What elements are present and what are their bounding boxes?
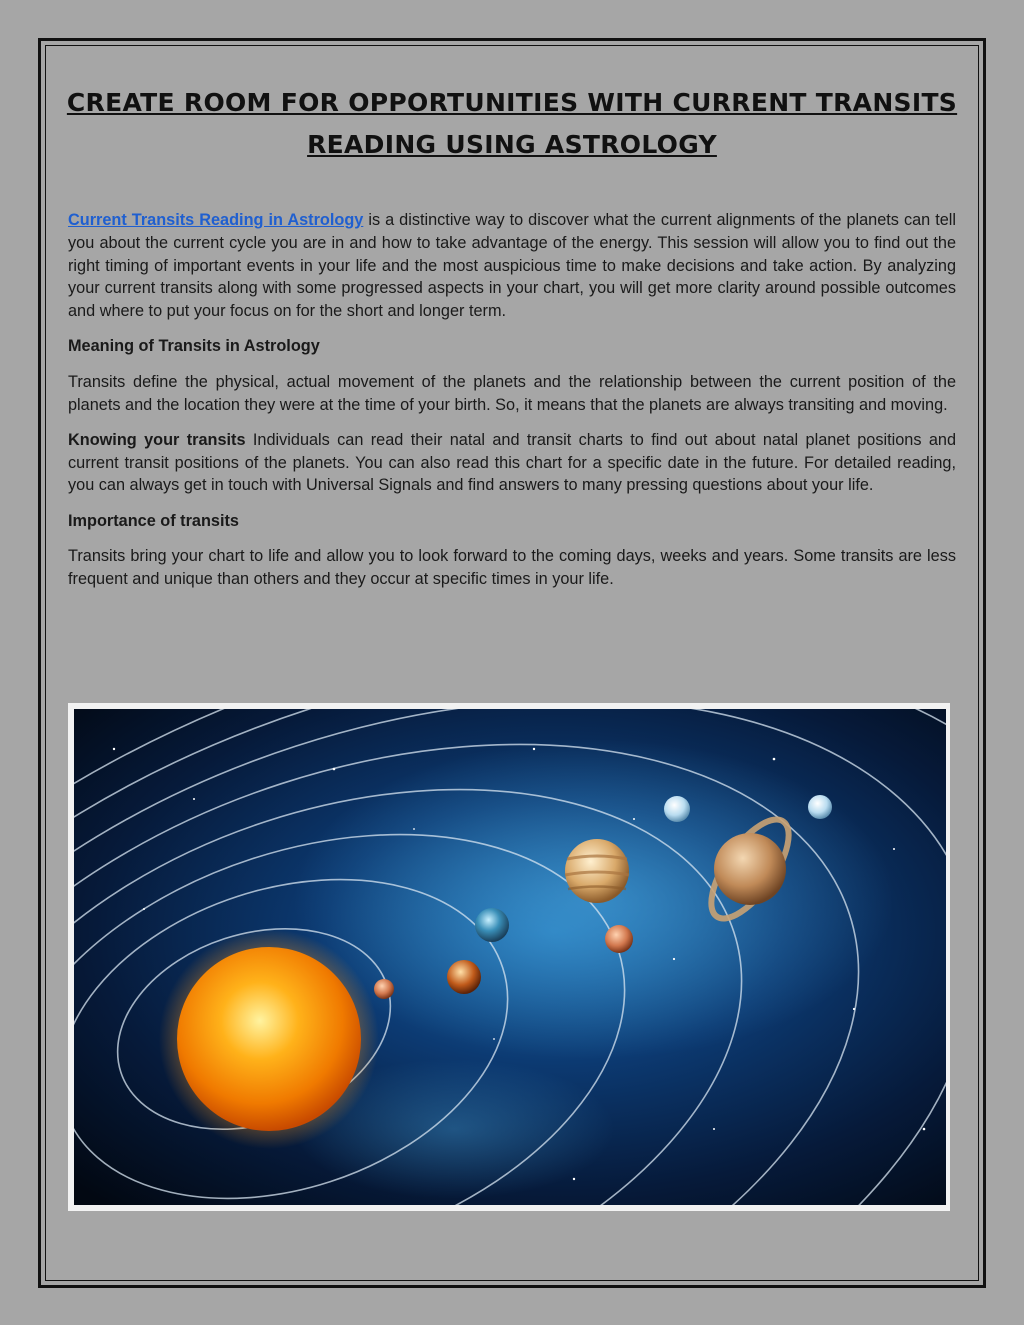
mercury-icon: [374, 979, 394, 999]
section-heading-meaning: Meaning of Transits in Astrology: [68, 337, 320, 356]
knowing-transits-paragraph: [68, 429, 956, 497]
knowing-transits-text: Individuals can read their natal and transit charts to find out about natal planet positions and current transit positions of the planets. You can also read this chart for a specific date in the future. For detailed reading, you can always get in touch with Universal Signals and find answers to many pressing questions about your life.: [68, 430, 957, 495]
solar-system-image: [68, 703, 950, 1211]
section-text-meaning: Transits define the physical, actual movement of the planets and the relationship between the current position of the planets and the location they were at the time of your birth. So, it means that the planets are always transiting and moving.: [68, 372, 956, 414]
section-heading-importance: Importance of transits: [68, 511, 239, 530]
earth-icon: [475, 908, 509, 942]
jupiter-icon: [565, 839, 629, 903]
knowing-transits-lead: Knowing your transits: [68, 430, 246, 449]
intro-text: is a distinctive way to discover what the current alignments of the planets can tell you about the current cycle you are in and how to take advantage of the energy. This session will allow you to find out the right timing of important events in your life and the most auspicious time to make decisions and take action. By analyzing your current transits along with some progressed aspects in your chart, you will get more clarity around possible outcomes and where to put your focus on for the short and longer term.: [68, 211, 957, 321]
article-body: [68, 209, 956, 603]
uranus-icon: [664, 796, 690, 822]
venus-icon: [447, 960, 481, 994]
neptune-icon: [808, 795, 832, 819]
current-transits-link[interactable]: Current Transits Reading in Astrology: [68, 211, 364, 229]
mars-icon: [605, 925, 633, 953]
section-text-importance: Transits bring your chart to life and allow you to look forward to the coming days, weeks and years. Some transits are less frequent and unique than others and they occur at specific times in your life.: [68, 547, 956, 588]
solar-system-illustration: [74, 709, 946, 1205]
intro-paragraph: [68, 209, 956, 323]
sun-icon: [159, 929, 379, 1149]
page-title: CREATE ROOM FOR OPPORTUNITIES WITH CURRENT TRANSITS READING USING ASTROLOGY: [66, 88, 958, 159]
